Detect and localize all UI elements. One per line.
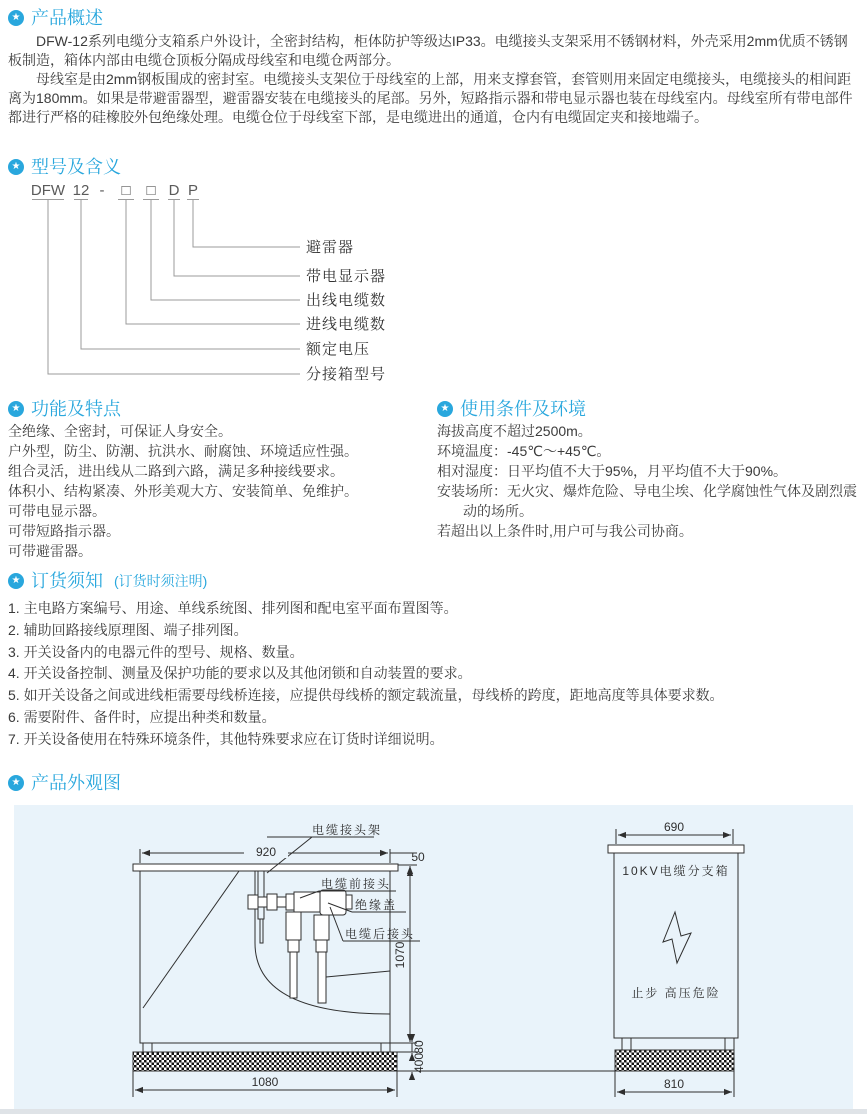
code-token: D xyxy=(168,182,180,199)
features-list-block xyxy=(8,421,428,561)
condition-item: 若超出以上条件时,用户可与我公司协商。 xyxy=(437,523,693,539)
overview-paragraph-2: 母线室是由2mm钢板围成的密封室。电缆接头支架位于母线室的上部，用来支撑套管，套管则用来固定电缆接头，电缆接头的相间距离为180mm。如果是带避雷器型，避雷器安装在电缆接头的尾部。另外，短路指示器和带电显示器也装在母线室内。母线室所有带电部件都进行严格的硅橡胶外包绝缘处理。电缆仓位于母线室下部，是电缆进出的通道，仓内有电缆固定夹和接地端子。 xyxy=(8,71,853,125)
conditions-title: 使用条件及环境 xyxy=(460,399,586,419)
section-bullet-icon: ★ xyxy=(8,573,24,589)
dim-1080: 1080 xyxy=(251,1075,279,1089)
code-token: 12 xyxy=(72,182,90,199)
conditions-list xyxy=(437,421,863,541)
overview-paragraph-1: DFW-12系列电缆分支箱系户外设计，全密封结构，柜体防护等级达IP33。电缆接头支架采用不锈钢材料，外壳采用2mm优质不锈钢板制造，箱体内部由电缆仓顶板分隔成母线室和电缆仓两部分。 xyxy=(8,33,848,68)
section-bullet-icon: ★ xyxy=(8,159,24,175)
section-bullet-icon: ★ xyxy=(8,10,24,26)
page-bottom-edge xyxy=(0,1109,867,1114)
code-token-box: □ xyxy=(146,182,156,199)
feature-item: 组合灵活，进出线从二路到六路，满足多种接线要求。 xyxy=(8,463,344,479)
section-title-ordering xyxy=(8,571,207,591)
dim-690: 690 xyxy=(663,820,685,834)
condition-item: 环境温度：-45℃～+45℃。 xyxy=(437,443,611,459)
section-title-model xyxy=(8,157,121,177)
ordering-list xyxy=(8,598,860,751)
cable-leader-line xyxy=(326,971,390,977)
features-title: 功能及特点 xyxy=(31,399,121,419)
features-list xyxy=(8,421,428,561)
section-bullet-icon: ★ xyxy=(437,401,453,417)
feature-item: 户外型，防尘、防潮、抗洪水、耐腐蚀、环境适应性强。 xyxy=(8,443,358,459)
ordering-item: 2. 辅助回路接线原理图、端子排列图。 xyxy=(8,621,248,638)
cable-termination-right xyxy=(314,915,329,1003)
appearance-drawing xyxy=(14,805,853,1114)
cabinet-top-plate xyxy=(133,864,398,871)
feature-item: 全绝缘、全密封，可保证人身安全。 xyxy=(8,423,232,439)
label-cable-head-frame: 电缆接头架 xyxy=(312,823,383,837)
model-code-tokens xyxy=(31,182,198,199)
dim-80: 80 xyxy=(412,1040,426,1054)
cabinet-leg xyxy=(622,1038,631,1050)
code-token: DFW xyxy=(30,182,66,199)
section-bullet-icon: ★ xyxy=(8,775,24,791)
model-code-lines xyxy=(32,200,300,375)
ordering-note: (订货时须注明) xyxy=(114,573,208,589)
appearance-panel xyxy=(14,805,853,1114)
panel-diagonal-line xyxy=(143,871,239,1008)
cable-head-frame xyxy=(258,871,264,919)
cable-head-frame-lower xyxy=(260,919,263,943)
condition-item: 相对湿度：日平均值不大于95%，月平均值不大于90%。 xyxy=(437,463,788,479)
cabinet-leg xyxy=(381,1043,390,1052)
ordering-list-block xyxy=(8,598,860,751)
conditions-list-block xyxy=(437,421,863,541)
condition-item: 海拔高度不超过2500m。 xyxy=(437,423,592,439)
ordering-item: 7. 开关设备使用在特殊环境条件，其他特殊要求应在订货时详细说明。 xyxy=(8,730,444,747)
label-insulation-cover: 绝缘盖 xyxy=(355,898,398,912)
code-token: - xyxy=(99,182,105,199)
feature-item: 可带避雷器。 xyxy=(8,543,92,559)
section-title-overview xyxy=(8,8,103,28)
section-bullet-icon: ★ xyxy=(8,401,24,417)
insulation-cover-cap xyxy=(346,895,352,909)
high-voltage-warning: 止步 高压危险 xyxy=(631,986,721,1000)
cable-rear-connector xyxy=(320,890,346,915)
dim-400: 400 xyxy=(412,1052,426,1074)
dim-1070: 1070 xyxy=(393,941,407,969)
dim-810: 810 xyxy=(663,1077,685,1091)
cabinet-front xyxy=(614,853,738,1038)
code-token-box: □ xyxy=(121,182,131,199)
feature-item: 可带短路指示器。 xyxy=(8,523,120,539)
feature-item: 体积小、结构紧凑、外形美观大方、安装简单、免维护。 xyxy=(8,483,358,499)
cabinet-leg xyxy=(143,1043,152,1052)
section-title-appearance xyxy=(8,773,121,793)
ordering-item: 5. 如开关设备之间或进线柜需要母线桥连接，应提供母线桥的额定载流量，母线桥的跨度，距地高度等具体要求数。 xyxy=(8,687,724,704)
foundation-base xyxy=(133,1052,397,1071)
ordering-item: 4. 开关设备控制、测量及保护功能的要求以及其他闭锁和自动装置的要求。 xyxy=(8,665,472,682)
cabinet-cap xyxy=(608,845,744,853)
cable-termination-left xyxy=(286,912,301,998)
left-cabinet-outline xyxy=(133,864,615,1074)
code-label-incoming: 进线电缆数 xyxy=(306,316,387,333)
code-label-outgoing: 出线电缆数 xyxy=(306,292,387,309)
ordering-item: 6. 需要附件、备件时，应提出种类和数量。 xyxy=(8,708,276,725)
section-title-features xyxy=(8,399,121,419)
code-label-display: 带电显示器 xyxy=(306,268,387,285)
ordering-title: 订货须知 xyxy=(31,571,103,591)
code-token: P xyxy=(187,182,199,199)
feature-item: 可带电显示器。 xyxy=(8,503,106,519)
label-cable-front-connector: 电缆前接头 xyxy=(321,877,392,891)
dim-50: 50 xyxy=(411,850,425,864)
cabinet-leg xyxy=(725,1038,734,1050)
label-cable-rear-connector: 电缆后接头 xyxy=(345,927,416,941)
right-cabinet-outline xyxy=(608,845,744,1071)
code-label-boxmodel: 分接箱型号 xyxy=(306,366,387,383)
ordering-item: 1. 主电路方案编号、用途、单线系统图、排列图和配电室平面布置图等。 xyxy=(8,600,458,616)
appearance-title: 产品外观图 xyxy=(31,773,121,793)
model-title: 型号及含义 xyxy=(31,157,121,177)
condition-item: 安装场所：无火灾、爆炸危险、导电尘埃、化学腐蚀性气体及剧烈震动的场所。 xyxy=(437,483,857,519)
code-label-voltage: 额定电压 xyxy=(306,341,371,358)
overview-text xyxy=(8,32,860,127)
overview-title: 产品概述 xyxy=(31,8,103,28)
model-code-diagram xyxy=(14,180,414,392)
lightning-bolt-icon xyxy=(663,912,691,963)
dim-920: 920 xyxy=(255,845,277,859)
section-title-conditions xyxy=(437,399,586,419)
ordering-item: 3. 开关设备内的电器元件的型号、规格、数量。 xyxy=(8,643,304,660)
foundation-base xyxy=(615,1050,734,1071)
code-label-arrester: 避雷器 xyxy=(306,239,355,256)
cabinet-nameplate: 10KV电缆分支箱 xyxy=(622,864,730,878)
model-code-labels xyxy=(306,239,386,383)
